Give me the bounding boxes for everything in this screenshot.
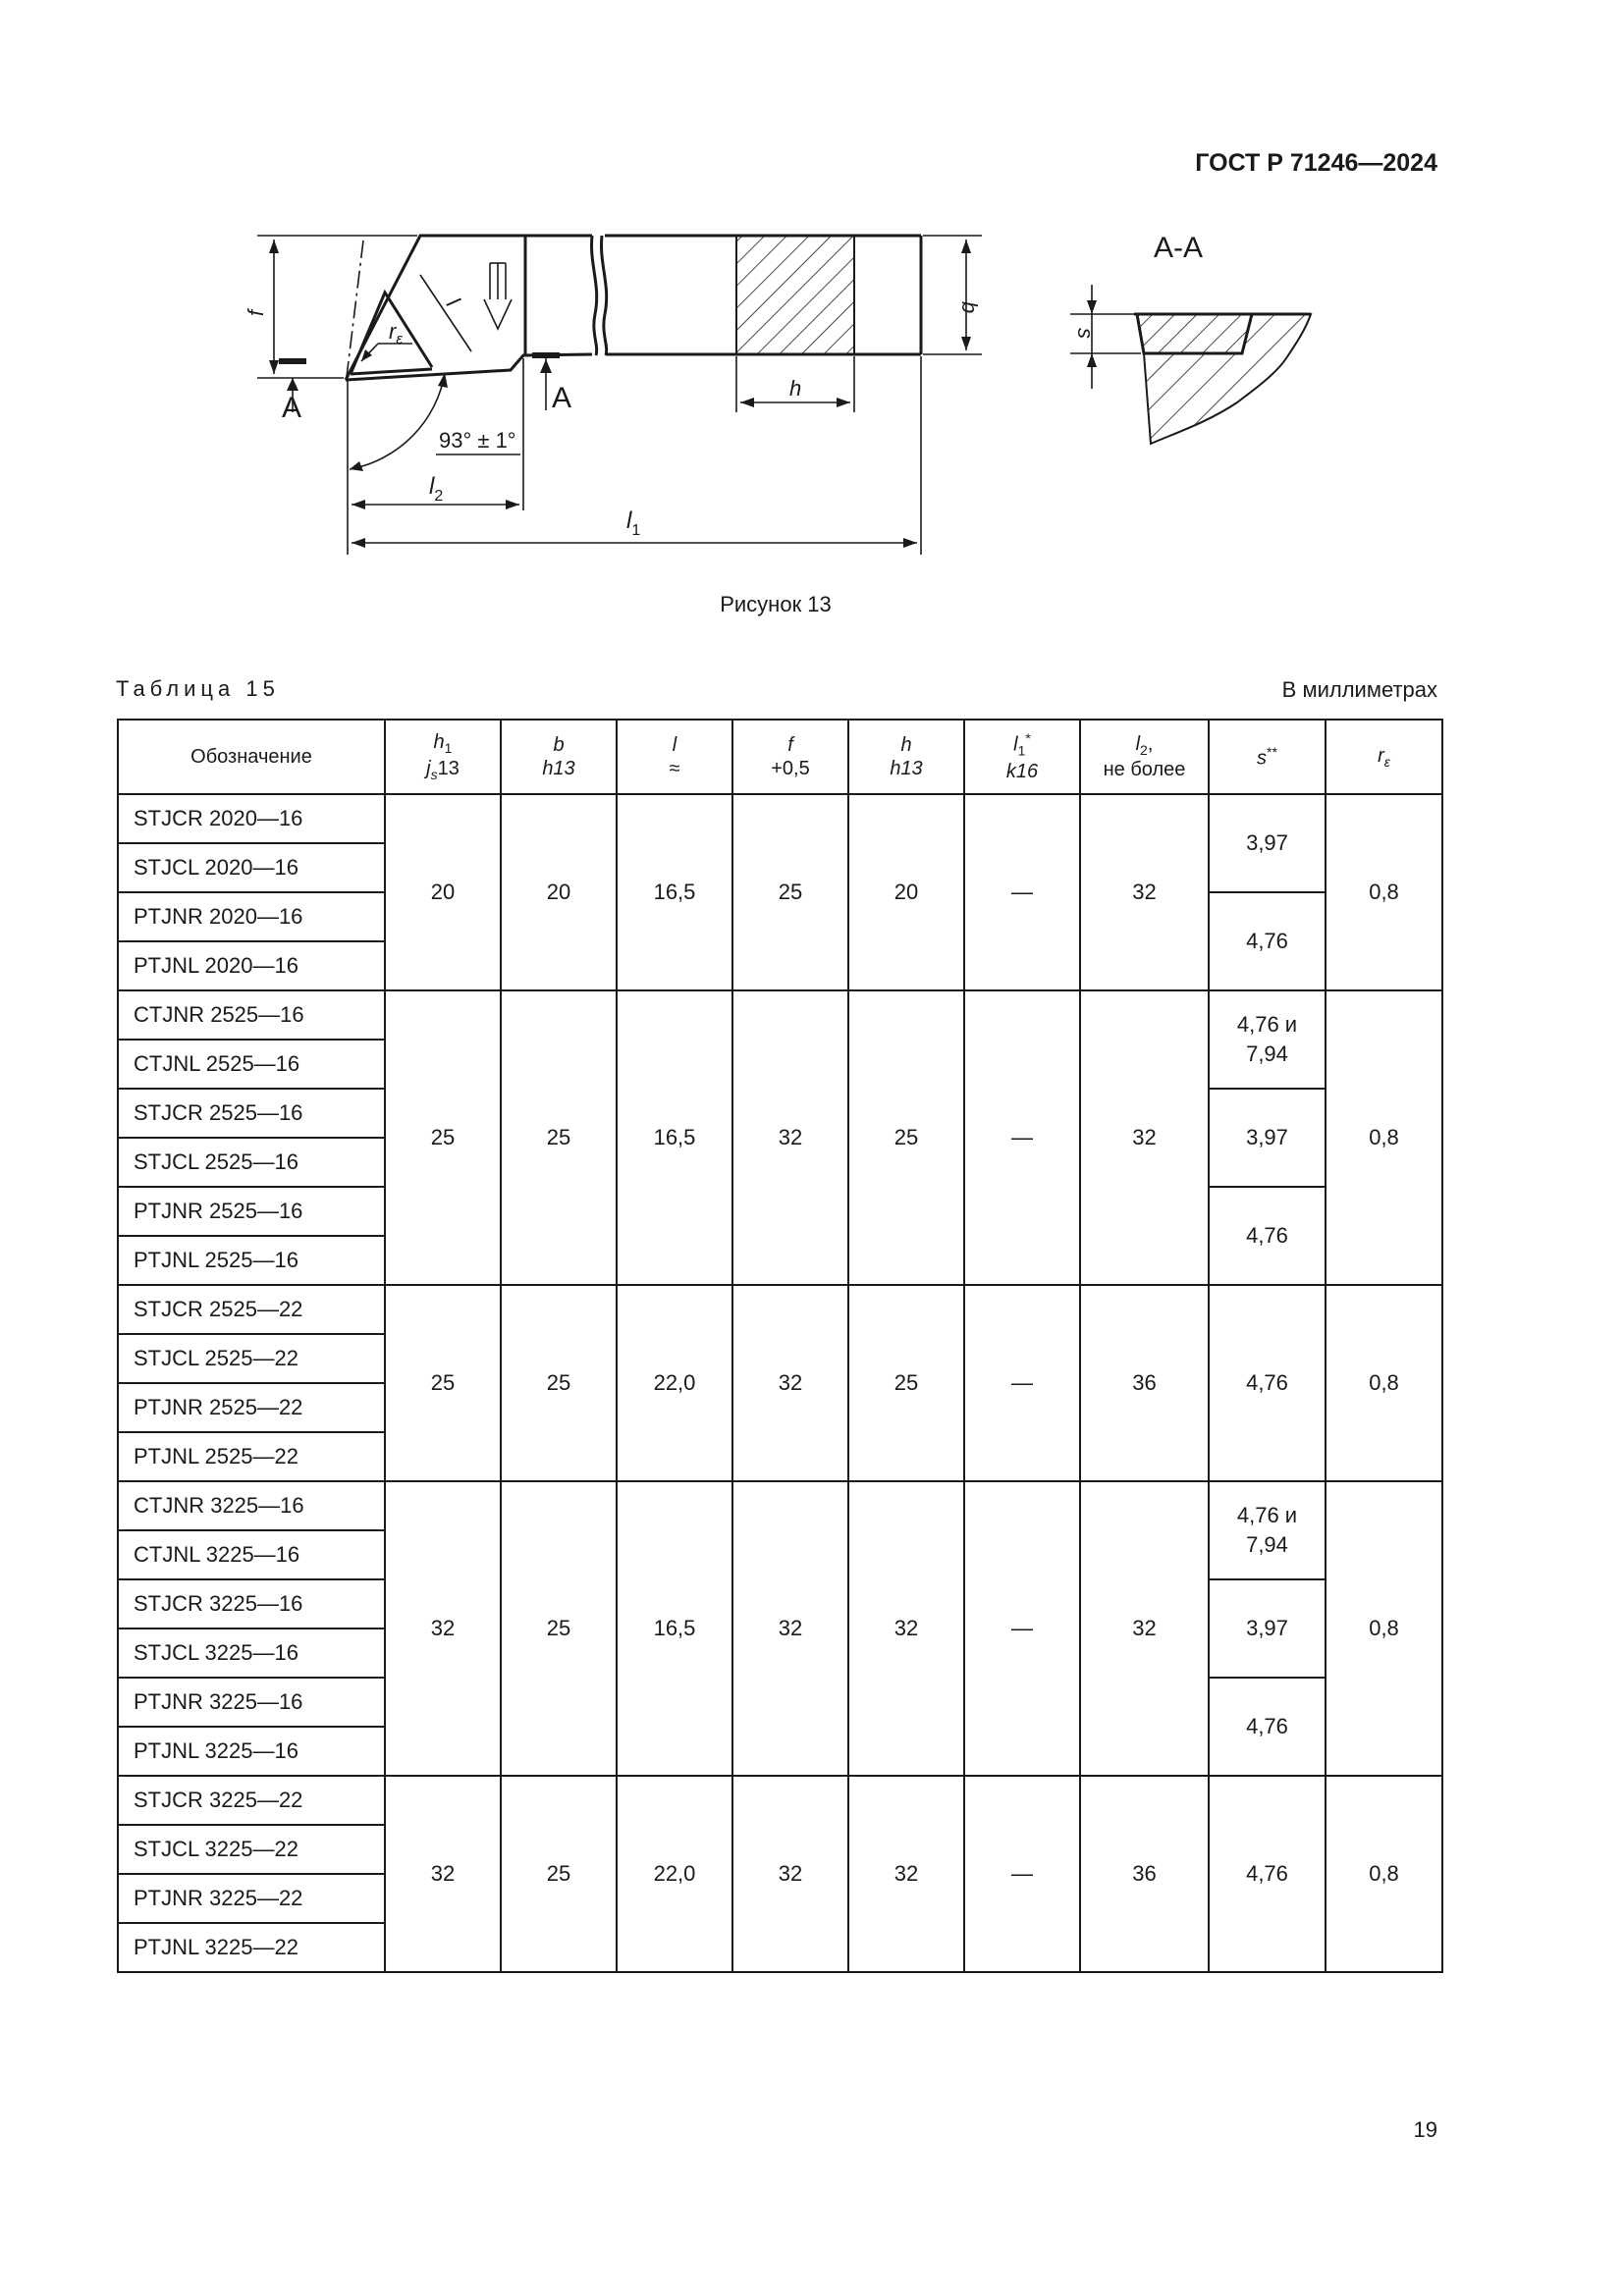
label-r-eps: $r_\varepsilon$ — [389, 319, 403, 347]
cell-r-eps: 0,8 — [1326, 1776, 1442, 1972]
cell-designation: STJCL 2020—16 — [118, 843, 385, 892]
header-h: h h13 — [848, 720, 964, 794]
cell-l2: 32 — [1080, 1481, 1209, 1776]
cell-f: 32 — [732, 990, 848, 1285]
cell-h: 25 — [848, 1285, 964, 1481]
cell-designation: PTJNL 2525—22 — [118, 1432, 385, 1481]
cell-s: 4,76 — [1209, 1776, 1326, 1972]
cell-r-eps: 0,8 — [1326, 1285, 1442, 1481]
cell-designation: PTJNL 3225—16 — [118, 1727, 385, 1776]
cell-l2: 36 — [1080, 1285, 1209, 1481]
label-section-a-right: А — [552, 382, 572, 414]
cell-s: 4,76 — [1209, 1187, 1326, 1285]
cell-f: 32 — [732, 1776, 848, 1972]
label-h: h — [789, 376, 802, 400]
cell-designation: STJCR 3225—22 — [118, 1776, 385, 1825]
cell-l: 16,5 — [617, 794, 732, 990]
cell-h: 32 — [848, 1481, 964, 1776]
label-l: l — [441, 293, 465, 311]
dimensions-table — [117, 719, 1443, 1973]
cell-s: 4,76 — [1209, 892, 1326, 990]
cell-l: 22,0 — [617, 1285, 732, 1481]
cell-designation: CTJNR 3225—16 — [118, 1481, 385, 1530]
label-angle: 93° ± 1° — [439, 428, 516, 453]
cell-l1: — — [964, 990, 1080, 1285]
table-row — [118, 1776, 1442, 1825]
cell-designation: STJCR 3225—16 — [118, 1579, 385, 1629]
cell-b: 25 — [501, 1285, 617, 1481]
cell-s: 3,97 — [1209, 794, 1326, 892]
cell-b: 20 — [501, 794, 617, 990]
cell-h1: 32 — [385, 1481, 501, 1776]
cell-h1: 20 — [385, 794, 501, 990]
table-units: В миллиметрах — [1281, 677, 1437, 702]
table-row — [118, 990, 1442, 1040]
cell-designation: CTJNR 2525—16 — [118, 990, 385, 1040]
header-l: l ≈ — [617, 720, 732, 794]
cell-f: 25 — [732, 794, 848, 990]
cell-designation: STJCL 3225—22 — [118, 1825, 385, 1874]
cell-f: 32 — [732, 1285, 848, 1481]
cell-h: 25 — [848, 990, 964, 1285]
cell-l1: — — [964, 1776, 1080, 1972]
cell-designation: CTJNL 2525—16 — [118, 1040, 385, 1089]
standard-number: ГОСТ Р 71246—2024 — [1195, 149, 1437, 177]
header-b: b h13 — [501, 720, 617, 794]
cell-designation: PTJNR 3225—16 — [118, 1678, 385, 1727]
cell-h1: 25 — [385, 990, 501, 1285]
cell-l1: — — [964, 794, 1080, 990]
page-number: 19 — [1413, 2117, 1437, 2142]
cell-h: 32 — [848, 1776, 964, 1972]
cell-designation: PTJNR 2020—16 — [118, 892, 385, 941]
cell-designation: STJCL 2525—22 — [118, 1334, 385, 1383]
cell-s: 4,76 и 7,94 — [1209, 990, 1326, 1089]
cell-l1: — — [964, 1285, 1080, 1481]
tool-drawing — [0, 0, 1624, 589]
cell-s: 3,97 — [1209, 1089, 1326, 1187]
cell-designation: PTJNL 3225—22 — [118, 1923, 385, 1972]
cell-designation: PTJNL 2525—16 — [118, 1236, 385, 1285]
table-title: Таблица 15 — [116, 676, 280, 701]
label-l2: $l_2$ — [429, 473, 444, 505]
header-designation: Обозначение — [118, 720, 385, 794]
figure-caption: Рисунок 13 — [720, 592, 832, 616]
cell-s: 4,76 — [1209, 1285, 1326, 1481]
section-title: А-А — [1154, 232, 1204, 264]
cell-b: 25 — [501, 990, 617, 1285]
cell-designation: STJCR 2525—16 — [118, 1089, 385, 1138]
cell-designation: PTJNR 2525—22 — [118, 1383, 385, 1432]
label-l1: $l_1$ — [626, 507, 641, 539]
cell-designation: PTJNR 2525—16 — [118, 1187, 385, 1236]
table-row — [118, 794, 1442, 843]
header-l2: $l_2$, не более — [1080, 720, 1209, 794]
cell-h1: 25 — [385, 1285, 501, 1481]
cell-l2: 32 — [1080, 990, 1209, 1285]
cell-designation: CTJNL 3225—16 — [118, 1530, 385, 1579]
header-s: s** — [1209, 720, 1326, 794]
cell-l2: 36 — [1080, 1776, 1209, 1972]
cell-r-eps: 0,8 — [1326, 990, 1442, 1285]
cell-s: 4,76 — [1209, 1678, 1326, 1776]
cell-f: 32 — [732, 1481, 848, 1776]
label-b: b — [957, 301, 982, 314]
cell-h: 20 — [848, 794, 964, 990]
cell-s: 3,97 — [1209, 1579, 1326, 1678]
cell-l1: — — [964, 1481, 1080, 1776]
cell-l2: 32 — [1080, 794, 1209, 990]
cell-l: 22,0 — [617, 1776, 732, 1972]
table-header-row — [118, 720, 1442, 794]
header-h1: $h_1$ $j_s13$ — [385, 720, 501, 794]
table-row — [118, 1285, 1442, 1334]
cell-b: 25 — [501, 1776, 617, 1972]
cell-s: 4,76 и 7,94 — [1209, 1481, 1326, 1579]
cell-b: 25 — [501, 1481, 617, 1776]
label-f: f — [244, 309, 268, 316]
cell-l: 16,5 — [617, 1481, 732, 1776]
cell-designation: STJCR 2525—22 — [118, 1285, 385, 1334]
cell-l: 16,5 — [617, 990, 732, 1285]
table-row — [118, 1481, 1442, 1530]
cell-designation: STJCL 2525—16 — [118, 1138, 385, 1187]
header-f: f +0,5 — [732, 720, 848, 794]
header-l1: $l_1^*$ k16 — [964, 720, 1080, 794]
cell-h1: 32 — [385, 1776, 501, 1972]
cell-r-eps: 0,8 — [1326, 1481, 1442, 1776]
cell-designation: PTJNR 3225—22 — [118, 1874, 385, 1923]
label-section-a-left: А — [282, 392, 302, 424]
cell-designation: STJCL 3225—16 — [118, 1629, 385, 1678]
header-r-eps: $r_\varepsilon$ — [1326, 720, 1442, 794]
cell-designation: STJCR 2020—16 — [118, 794, 385, 843]
cell-r-eps: 0,8 — [1326, 794, 1442, 990]
cell-designation: PTJNL 2020—16 — [118, 941, 385, 990]
label-s: s — [1073, 328, 1098, 339]
